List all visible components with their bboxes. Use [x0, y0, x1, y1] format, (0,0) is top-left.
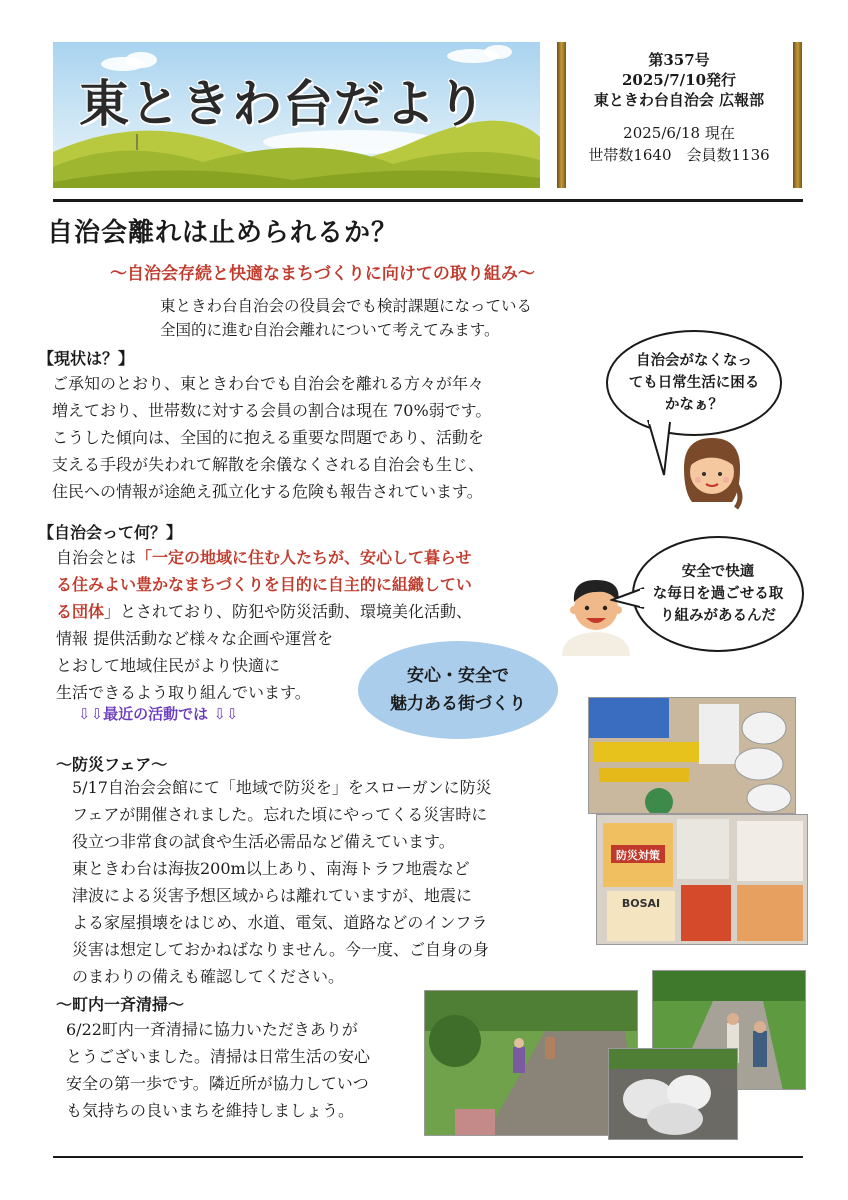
- body-line: 東ときわ台は海抜200m以上あり、南海トラフ地震など: [72, 859, 470, 878]
- section-heading-seisou: ～町内一斉清掃～: [56, 995, 185, 1014]
- gold-divider-left: [557, 42, 566, 188]
- body-line: 増えており、世帯数に対する会員の割合は現在 70%弱です。: [52, 401, 492, 420]
- article-subheadline: ～自治会存続と快適なまちづくりに向けての取り組み～: [110, 264, 535, 284]
- section-heading-bousai: ～防災フェア～: [56, 755, 168, 774]
- body-line: とおして地域住民がより快適に: [56, 656, 281, 675]
- body-text: 」とされており、防犯や防災活動、環境美化活動、: [104, 602, 473, 621]
- body-line: 6/22町内一斉清掃に協力いただきありが: [66, 1020, 358, 1039]
- body-line: 支える手段が失われて解散を余儀なくされる自治会も生じ、: [52, 455, 485, 474]
- bubble-line: 安全で快適: [681, 563, 755, 580]
- photo-trash-bags: [608, 1048, 738, 1140]
- slogan-line: 安心・安全で: [407, 666, 509, 686]
- section-heading-whatis: 【自治会って何？】: [38, 523, 183, 542]
- body-line: 5/17自治会会館にて「地域で防災を」をスローガンに防災: [72, 778, 492, 797]
- emergency-food-illustration: [597, 815, 808, 945]
- slogan-oval: [358, 641, 558, 739]
- body-line: ご承知のとおり、東ときわ台でも自治会を離れる方々が年々: [52, 374, 485, 393]
- header-rule: [53, 199, 803, 202]
- body-line: フェアが開催されました。忘れた頃にやってくる災害時に: [72, 805, 488, 824]
- footer-rule: [53, 1156, 803, 1158]
- body-line: も気持ちの良いまちを維持しましょう。: [66, 1101, 355, 1120]
- photo-disaster-tools: [588, 697, 796, 814]
- bubble-line: 自治会がなくなっ: [636, 352, 752, 369]
- issue-info: [570, 50, 788, 166]
- newsletter-title: 東ときわ台だより: [79, 75, 487, 133]
- body-line: 生活できるよう取り組んでいます。: [56, 683, 311, 702]
- highlight-text: 「一定の地域に住む人たちが、安心して暮らせ: [136, 548, 472, 567]
- masthead-banner: [53, 42, 540, 188]
- bubble-line: ても日常生活に困る: [628, 374, 760, 391]
- speech-bubble-woman: [606, 330, 782, 436]
- article-intro: [160, 294, 532, 342]
- body-line: とうございました。清掃は日常生活の安心: [66, 1047, 371, 1066]
- article-headline: 自治会離れは止められるか？: [47, 218, 399, 248]
- man-avatar-icon: [556, 570, 636, 656]
- household-counts: 世帯数1640 会員数1136: [588, 146, 770, 164]
- bubble-line: り組みがあるんだ: [660, 607, 776, 624]
- body-line: 住民への情報が途絶え孤立化する危険も報告されています。: [52, 482, 483, 501]
- body-line: 安全の第一歩です。隣近所が協力していつ: [66, 1074, 369, 1093]
- body-text: 自治会とは: [56, 548, 137, 567]
- pack-label: 防災対策: [616, 849, 660, 862]
- slogan-line: 魅力ある街づくり: [390, 694, 526, 714]
- speech-bubble-man: [632, 536, 804, 652]
- body-line: 役立つ非常食の試食や生活必需品など備えています。: [72, 832, 455, 851]
- book-label: BOSAI: [621, 897, 661, 910]
- woman-avatar-icon: [676, 432, 748, 512]
- intro-line: 東ときわ台自治会の役員会でも検討課題になっている: [160, 297, 533, 315]
- bousai-body: [72, 774, 492, 990]
- issue-number: 第357号: [648, 51, 710, 69]
- highlight-text: る住みよい豊かなまちづくりを目的に自主的に組織してい: [56, 575, 472, 594]
- photo-emergency-food: [596, 814, 808, 945]
- seisou-body: [66, 1016, 370, 1124]
- body-line: こうした傾向は、全国的に抱える重要な問題であり、活動を: [52, 428, 485, 447]
- bubble-line: かなぁ？: [665, 396, 723, 413]
- issue-date: 2025/7/10発行: [621, 71, 737, 89]
- publisher: 東ときわ台自治会 広報部: [593, 91, 765, 109]
- body-line: 津波による災害予想区域からは離れていますが、地震に: [72, 886, 473, 905]
- intro-line: 全国的に進む自治会離れについて考えてみます。: [160, 321, 500, 339]
- body-line: よる家屋損壊をはじめ、水道、電気、道路などのインフラ: [72, 913, 488, 932]
- body-line: [56, 598, 472, 625]
- section-heading-current: 【現状は？】: [38, 349, 135, 368]
- gold-divider-right: [793, 42, 802, 188]
- bubble-line: な毎日を過ごせる取: [652, 585, 784, 602]
- trash-bags-illustration: [609, 1049, 738, 1140]
- body-line: のまわりの備えも確認してください。: [72, 967, 345, 986]
- disaster-tools-illustration: [589, 698, 796, 814]
- body-line: 情報 提供活動など様々な企画や運営を: [56, 629, 334, 648]
- current-body: [52, 370, 491, 505]
- photo-cleanup-street: [424, 990, 638, 1136]
- body-line: 災害は想定しておかねばなりません。今一度、ご自身の身: [72, 940, 489, 959]
- bubble-tail-man: [610, 586, 646, 612]
- cleanup-street-illustration: [425, 991, 638, 1136]
- recent-activities-label: ⇩⇩最近の活動では ⇩⇩: [78, 705, 239, 723]
- status-date: 2025/6/18 現在: [623, 124, 735, 142]
- highlight-text: る団体: [56, 602, 105, 621]
- body-line: [56, 544, 472, 571]
